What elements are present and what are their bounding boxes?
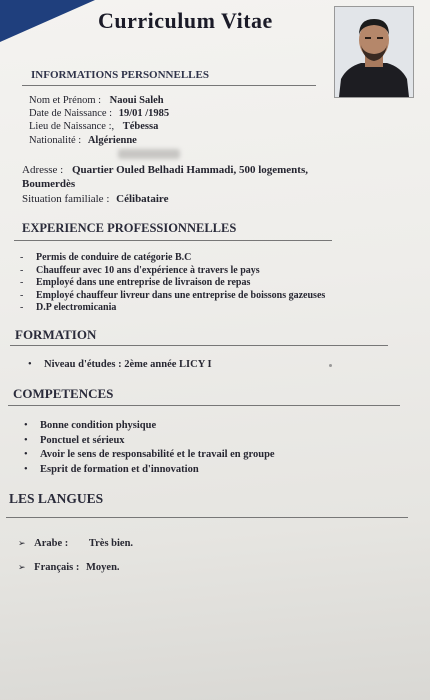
list-item: • Niveau d'études : 2ème année LICY I — [28, 359, 212, 370]
section-rule — [10, 345, 388, 346]
family-label: Situation familiale : — [22, 193, 110, 205]
birthdate-label: Date de Naissance : — [29, 108, 113, 119]
arrow-icon: ➢ — [18, 562, 26, 572]
language-item-arabe — [18, 538, 133, 549]
list-item: • Ponctuel et sérieux — [24, 434, 125, 446]
experience-list — [20, 252, 325, 315]
language-label: Français : — [34, 562, 80, 573]
dash-icon: - — [20, 252, 24, 263]
dash-icon: - — [20, 264, 24, 276]
arrow-icon: ➢ — [18, 538, 26, 548]
dash-icon: - — [20, 277, 24, 288]
nationality-value: Algérienne — [87, 135, 137, 146]
birthdate-line — [29, 108, 169, 119]
section-heading-experience: EXPERIENCE PROFESSIONNELLES — [22, 221, 237, 235]
birthplace-line — [29, 121, 158, 132]
section-rule — [8, 405, 400, 406]
birthdate-value: 19/01 /1985 — [118, 108, 170, 119]
language-level: Moyen. — [86, 562, 120, 573]
stray-dot — [329, 364, 332, 367]
section-rule — [22, 85, 316, 86]
list-item: - Employé chauffeur livreur dans une entreprise de boissons gazeuses — [20, 289, 326, 301]
birthplace-label: Lieu de Naissance :, — [29, 121, 115, 132]
language-level: Très bien. — [88, 538, 134, 549]
list-item: - Chauffeur avec 10 ans d'expérience à travers le pays — [20, 264, 260, 276]
dash-icon: - — [20, 302, 24, 313]
list-item: - Employé dans une entreprise de livraison de repas — [20, 277, 251, 288]
page-title: Curriculum Vitae — [98, 8, 273, 33]
address-value-2: Boumerdès — [22, 178, 76, 190]
competences-list — [24, 420, 275, 478]
nationality-label: Nationalité : — [29, 135, 82, 146]
name-label: Nom et Prénom : — [29, 95, 102, 106]
list-item: • Bonne condition physique — [24, 420, 157, 431]
list-item: - Permis de conduire de catégorie B.C — [20, 252, 192, 263]
bullet-icon: • — [24, 449, 28, 460]
section-rule — [14, 240, 332, 241]
bullet-icon: • — [28, 359, 32, 370]
language-item-francais — [18, 562, 120, 573]
section-heading-personal: INFORMATIONS PERSONNELLES — [31, 69, 209, 81]
address-value: Quartier Ouled Belhadi Hammadi, 500 logements, — [72, 164, 308, 176]
family-value: Célibataire — [116, 193, 169, 205]
address-label: Adresse : — [22, 164, 64, 176]
list-item: • Esprit de formation et d'innovation — [24, 463, 199, 475]
language-label: Arabe : — [34, 538, 69, 549]
profile-photo — [334, 6, 414, 98]
birthplace-value: Tébessa — [122, 121, 159, 132]
nationality-line — [29, 135, 137, 146]
family-line — [22, 193, 168, 205]
list-item: - D.P electromicania — [20, 302, 117, 313]
bullet-icon: • — [24, 434, 28, 446]
formation-list — [28, 359, 212, 370]
dash-icon: - — [20, 289, 24, 301]
section-rule — [6, 517, 408, 518]
name-line — [29, 95, 164, 106]
section-heading-formation: FORMATION — [15, 327, 97, 342]
address-line — [22, 164, 308, 176]
section-heading-langues: LES LANGUES — [9, 491, 104, 506]
section-heading-competences: COMPETENCES — [13, 386, 114, 401]
bullet-icon: • — [24, 463, 28, 475]
blue-corner-decoration — [0, 0, 95, 42]
list-item: • Avoir le sens de responsabilité et le travail en groupe — [24, 449, 275, 460]
bullet-icon: • — [24, 420, 28, 431]
name-value: Naoui Saleh — [109, 95, 164, 106]
redacted-area — [118, 149, 180, 159]
address-line-2 — [22, 178, 75, 190]
